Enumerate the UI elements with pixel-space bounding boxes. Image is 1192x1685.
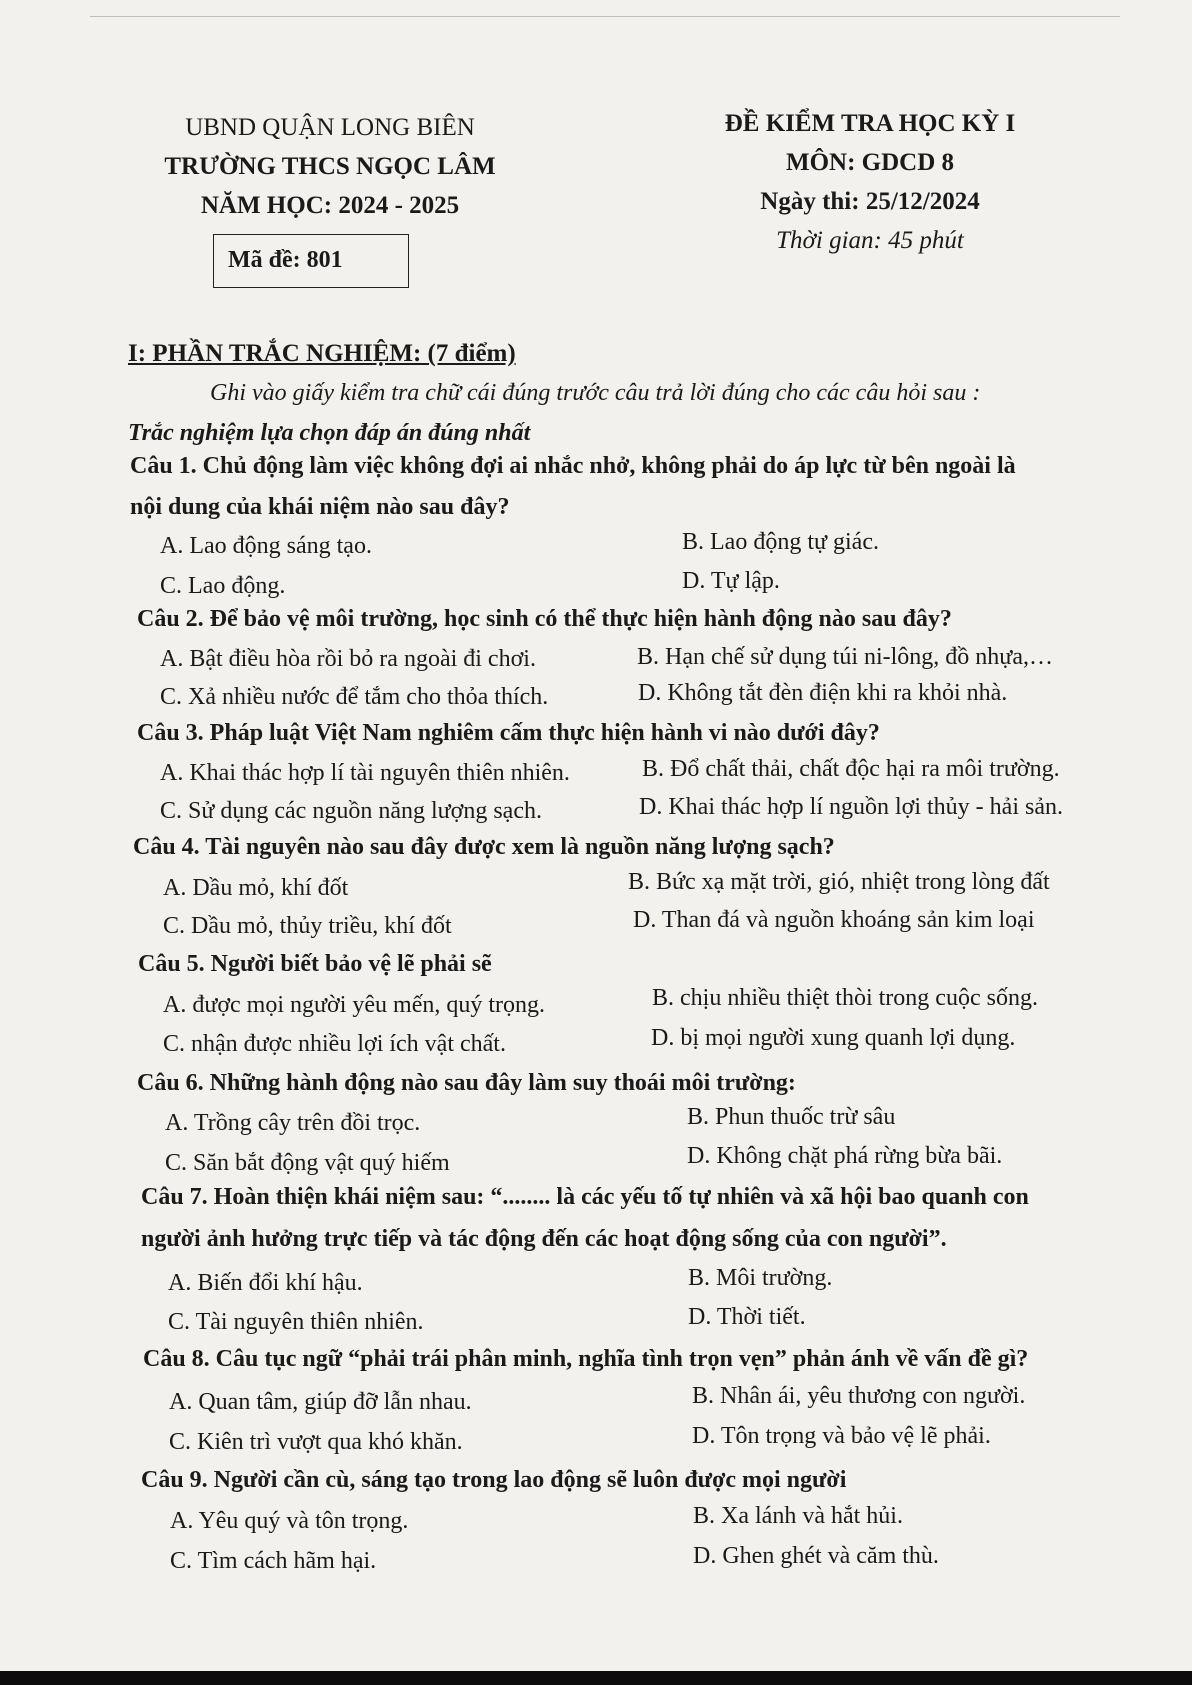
question-6-option-b: B. Phun thuốc trừ sâu <box>687 1104 896 1130</box>
question-4-option-d: D. Than đá và nguồn khoáng sản kim loại <box>633 907 1035 933</box>
question-7-option-d: D. Thời tiết. <box>688 1304 806 1330</box>
scan-bottom-edge <box>0 1671 1192 1685</box>
question-5-option-a: A. được mọi người yêu mến, quý trọng. <box>163 992 546 1018</box>
exam-subject: MÔN: GDCD 8 <box>785 149 955 176</box>
question-9: Câu 9. Người cần cù, sáng tạo trong lao động sẽ luôn được mọi người <box>141 1467 847 1493</box>
question-1-line-1: Câu 1. Chủ động làm việc không đợi ai nhắc nhở, không phải do áp lực từ bên ngoài là <box>130 453 1016 479</box>
question-4-option-b: B. Bức xạ mặt trời, gió, nhiệt trong lòng đất <box>628 869 1050 895</box>
question-9-option-a: A. Yêu quý và tôn trọng. <box>170 1508 409 1534</box>
question-2: Câu 2. Để bảo vệ môi trường, học sinh có thể thực hiện hành động nào sau đây? <box>137 606 952 632</box>
exam-code-box: Mã đề: 801 <box>213 234 409 288</box>
school-name: TRƯỜNG THCS NGỌC LÂM <box>164 153 496 180</box>
question-7-line-1: Câu 7. Hoàn thiện khái niệm sau: “........ là các yếu tố tự nhiên và xã hội bao quanh con <box>141 1184 1029 1210</box>
question-7-line-2: người ảnh hưởng trực tiếp và tác động đến các hoạt động sống của con người”. <box>141 1226 947 1252</box>
question-4: Câu 4. Tài nguyên nào sau đây được xem là nguồn năng lượng sạch? <box>133 834 835 860</box>
question-8-option-d: D. Tôn trọng và bảo vệ lẽ phải. <box>692 1423 991 1449</box>
question-4-option-a: A. Dầu mỏ, khí đốt <box>163 875 349 901</box>
exam-title: ĐỀ KIỂM TRA HỌC KỲ I <box>724 110 1016 137</box>
question-2-option-d: D. Không tắt đèn điện khi ra khỏi nhà. <box>638 680 1008 706</box>
question-7-option-b: B. Môi trường. <box>688 1265 833 1291</box>
question-2-option-c: C. Xả nhiều nước để tắm cho thỏa thích. <box>160 684 549 710</box>
school-header <box>140 108 520 225</box>
question-3-option-d: D. Khai thác hợp lí nguồn lợi thủy - hải sản. <box>639 794 1063 820</box>
question-9-option-b: B. Xa lánh và hắt hủi. <box>693 1503 903 1529</box>
question-2-option-a: A. Bật điều hòa rồi bỏ ra ngoài đi chơi. <box>160 646 536 672</box>
question-9-option-d: D. Ghen ghét và căm thù. <box>693 1543 939 1569</box>
question-3-option-a: A. Khai thác hợp lí tài nguyên thiên nhiên. <box>160 760 570 786</box>
question-5-option-d: D. bị mọi người xung quanh lợi dụng. <box>651 1025 1016 1051</box>
question-1-option-d: D. Tự lập. <box>682 568 780 594</box>
question-7-option-a: A. Biến đổi khí hậu. <box>168 1270 363 1296</box>
question-6: Câu 6. Những hành động nào sau đây làm suy thoái môi trường: <box>137 1070 796 1096</box>
question-3-option-b: B. Đổ chất thải, chất độc hại ra môi trường. <box>642 756 1060 782</box>
top-edge-strip <box>90 0 1120 17</box>
question-7-option-c: C. Tài nguyên thiên nhiên. <box>168 1309 424 1335</box>
exam-header <box>690 104 1050 260</box>
question-3: Câu 3. Pháp luật Việt Nam nghiêm cấm thực hiện hành vi nào dưới đây? <box>137 720 880 746</box>
question-5: Câu 5. Người biết bảo vệ lẽ phải sẽ <box>138 951 492 977</box>
school-year: NĂM HỌC: 2024 - 2025 <box>200 192 460 219</box>
question-1-option-b: B. Lao động tự giác. <box>682 529 879 555</box>
section-instruction: Ghi vào giấy kiểm tra chữ cái đúng trước câu trả lời đúng cho các câu hỏi sau : <box>210 380 981 406</box>
question-3-option-c: C. Sử dụng các nguồn năng lượng sạch. <box>160 798 542 824</box>
question-8-option-b: B. Nhân ái, yêu thương con người. <box>692 1383 1026 1409</box>
question-1-option-c: C. Lao động. <box>160 573 286 599</box>
section-subtitle: Trắc nghiệm lựa chọn đáp án đúng nhất <box>128 420 531 446</box>
question-8-option-a: A. Quan tâm, giúp đỡ lẫn nhau. <box>169 1389 472 1415</box>
question-5-option-c: C. nhận được nhiều lợi ích vật chất. <box>163 1031 506 1057</box>
question-4-option-c: C. Dầu mỏ, thủy triều, khí đốt <box>163 913 452 939</box>
exam-date: Ngày thi: 25/12/2024 <box>760 188 980 215</box>
section-title: I: PHẦN TRẮC NGHIỆM: (7 điểm) <box>128 340 516 367</box>
question-1-option-a: A. Lao động sáng tạo. <box>160 533 372 559</box>
question-6-option-d: D. Không chặt phá rừng bừa bãi. <box>687 1143 1003 1169</box>
question-9-option-c: C. Tìm cách hãm hại. <box>170 1548 377 1574</box>
question-1-line-2: nội dung của khái niệm nào sau đây? <box>130 494 510 520</box>
district-name: UBND QUẬN LONG BIÊN <box>185 114 475 141</box>
exam-duration: Thời gian: 45 phút <box>776 227 964 254</box>
question-8: Câu 8. Câu tục ngữ “phải trái phân minh, nghĩa tình trọn vẹn” phản ánh về vấn đề gì? <box>143 1346 1029 1372</box>
question-2-option-b: B. Hạn chế sử dụng túi ni-lông, đồ nhựa,… <box>637 644 1053 670</box>
question-8-option-c: C. Kiên trì vượt qua khó khăn. <box>169 1429 463 1455</box>
question-5-option-b: B. chịu nhiều thiệt thòi trong cuộc sống. <box>652 985 1038 1011</box>
question-6-option-c: C. Săn bắt động vật quý hiếm <box>165 1150 450 1176</box>
question-6-option-a: A. Trồng cây trên đồi trọc. <box>165 1110 421 1136</box>
